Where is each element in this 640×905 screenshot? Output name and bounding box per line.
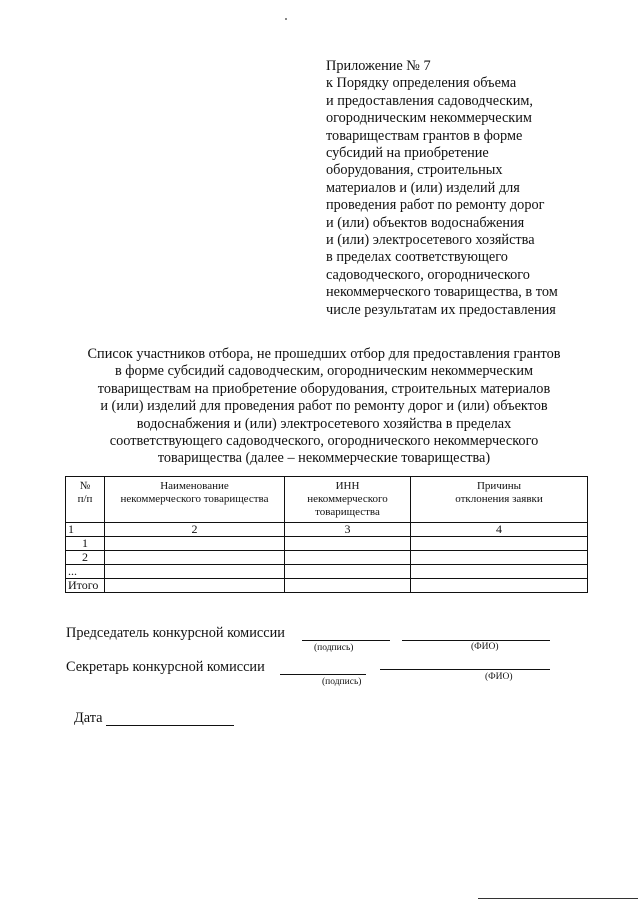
title-line: Список участников отбора, не прошедших отбор для предоставления грантов [87, 346, 561, 362]
chairman-name-line [402, 640, 550, 641]
appendix-line: числе результатам их предоставления [326, 301, 556, 318]
title-line: соответствующего садоводческого, огороднического некоммерческого [109, 433, 539, 450]
header-line: Наименование [160, 480, 229, 492]
appendix-line: огородническим некоммерческим [326, 110, 532, 127]
appendix-line: товариществам грантов в форме [326, 127, 523, 144]
header-line: отклонения заявки [455, 493, 543, 505]
header-name [105, 477, 285, 523]
document-title [50, 346, 598, 468]
table-cell [285, 537, 411, 551]
appendix-line: некоммерческого товарищества, в том [326, 284, 558, 301]
table-cell [105, 565, 285, 579]
table-cell [105, 579, 285, 593]
header-line: некоммерческого [307, 493, 388, 505]
title-line: товариществам на приобретение оборудования, строительных материалов [97, 380, 551, 397]
appendix-line: садоводческого, огороднического [326, 266, 530, 283]
date-line [106, 725, 234, 726]
appendix-line: проведения работ по ремонту дорог [326, 197, 545, 214]
name-caption: (ФИО) [471, 642, 499, 652]
appendix-line: и предоставления садоводческим, [326, 92, 533, 109]
appendix-line: оборудования, строительных [326, 162, 503, 179]
row-label: 2 [66, 551, 105, 565]
table-row [66, 551, 588, 565]
scan-speck [285, 18, 287, 20]
row-label: ... [66, 565, 105, 579]
header-line: ИНН [335, 480, 360, 492]
appendix-line: субсидий на приобретение [326, 145, 489, 162]
appendix-block [326, 58, 596, 319]
header-number [66, 477, 105, 523]
total-label: Итого [66, 579, 105, 593]
column-number: 1 [66, 523, 105, 537]
column-number-row [66, 523, 588, 537]
table-cell [411, 579, 588, 593]
table-cell [285, 579, 411, 593]
title-line: в форме субсидий садоводческим, огородническим некоммерческим [114, 363, 534, 380]
table-cell [411, 537, 588, 551]
column-number: 3 [285, 523, 411, 537]
table-header-row [66, 477, 588, 523]
header-line: Причины [476, 480, 522, 492]
signature-caption: (подпись) [314, 643, 354, 653]
date-label: Дата [74, 710, 103, 726]
secretary-name-line [380, 669, 550, 670]
appendix-line: и (или) объектов водоснабжения [326, 214, 525, 231]
appendix-line: Приложение № 7 [326, 58, 431, 74]
header-line: п/п [77, 493, 93, 505]
table-cell [285, 565, 411, 579]
participants-table [65, 476, 588, 593]
header-reasons [411, 477, 588, 523]
total-row [66, 579, 588, 593]
appendix-line: материалов и (или) изделий для [326, 179, 520, 196]
header-inn [285, 477, 411, 523]
table-cell [411, 551, 588, 565]
row-label: 1 [66, 537, 105, 551]
chairman-signature-line [302, 640, 390, 641]
title-line: водоснабжения и (или) электросетевого хозяйства в пределах [136, 415, 512, 432]
table-cell [285, 551, 411, 565]
chairman-label: Председатель конкурсной комиссии [66, 625, 285, 641]
appendix-line: и (или) электросетевого хозяйства [326, 232, 535, 249]
header-line: № [79, 480, 91, 492]
table-row [66, 565, 588, 579]
secretary-label: Секретарь конкурсной комиссии [66, 659, 265, 675]
secretary-signature-line [280, 674, 366, 675]
title-line: товарищества (далее – некоммерческие товарищества) [157, 450, 491, 467]
signature-caption: (подпись) [322, 677, 362, 687]
column-number: 4 [411, 523, 588, 537]
scan-edge-mark [478, 898, 638, 899]
header-line: товарищества [315, 506, 380, 518]
appendix-line: к Порядку определения объема [326, 75, 517, 92]
table-row [66, 537, 588, 551]
table-cell [411, 565, 588, 579]
table-cell [105, 551, 285, 565]
table-cell [105, 537, 285, 551]
name-caption: (ФИО) [485, 672, 513, 682]
title-line: и (или) изделий для проведения работ по ремонту дорог и (или) объектов [100, 398, 548, 415]
appendix-line: в пределах соответствующего [326, 249, 508, 266]
header-line: некоммерческого товарищества [120, 493, 269, 505]
column-number: 2 [105, 523, 285, 537]
